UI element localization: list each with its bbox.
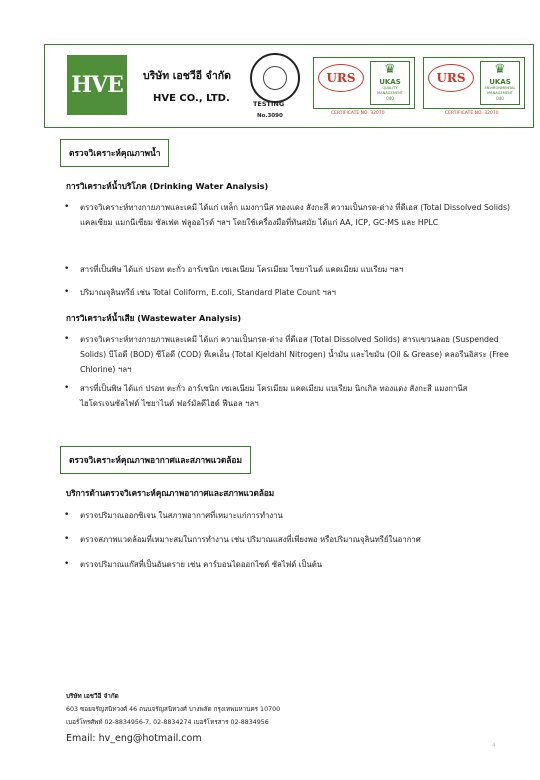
list-item: • ตรวจวิเคราะห์ทางกายภาพและเคมี ได้แก่ ความเป็นกรด-ด่าง ที่ดีเอส (Total Dissolved Solids) สารแขวนลอย (Suspended Solids) บีโอดี (BOD) ซีโอดี (COD) ทีเคเอ็น (Total Kjeldahl Nitrogen) น้ำมัน และไขมัน (Oil & Grease) คลอรีนอิสระ (Free Chlorine) ฯลฯ bbox=[64, 334, 509, 374]
certificate-number: CERTIFICATE NO. 32070 bbox=[445, 111, 499, 116]
ukas-label: UKAS bbox=[379, 78, 401, 86]
bullet-icon: • bbox=[64, 383, 70, 393]
certification-environmental bbox=[423, 57, 525, 109]
seal-emblem-icon bbox=[263, 66, 287, 90]
bullet-icon: • bbox=[64, 534, 70, 544]
footer-phone: เบอร์โทรศัพท์ 02-8834956-7, 02-8834274 เบอร์โทรสาร 02-8834956 bbox=[66, 719, 269, 726]
bullet-icon: • bbox=[64, 264, 70, 274]
certificate-number: CERTIFICATE NO. 32070 bbox=[331, 111, 385, 116]
testing-label: TESTING bbox=[253, 100, 285, 108]
testing-number: No.3090 bbox=[257, 113, 283, 119]
list-item: • ตรวจสภาพแวดล้อมที่เหมาะสมในการทำงาน เช่น ปริมาณแสงที่เพียงพอ หรือปริมาณจุลินทรีย์ในอากาศ bbox=[64, 532, 514, 547]
bullet-icon: • bbox=[64, 559, 70, 569]
ukas-number: 040 bbox=[496, 96, 504, 101]
ukas-label: UKAS bbox=[489, 78, 511, 86]
company-logo bbox=[67, 55, 127, 115]
bullet-icon: • bbox=[64, 510, 70, 520]
subsection-title-drinking-water: การวิเคราะห์น้ำบริโภค (Drinking Water Analysis) bbox=[66, 181, 269, 191]
ukas-badge bbox=[370, 61, 410, 105]
footer-company-name: บริษัท เอชวีอี จำกัด bbox=[66, 693, 119, 700]
bullet-icon: • bbox=[64, 202, 70, 212]
logo-text: HVE bbox=[71, 72, 123, 98]
ukas-number: 040 bbox=[386, 96, 394, 101]
urs-mark-icon: URS bbox=[318, 64, 364, 92]
company-name-english: HVE CO., LTD. bbox=[153, 93, 230, 104]
company-name-thai: บริษัท เอชวีอี จำกัด bbox=[143, 70, 231, 82]
section-title-water-analysis: ตรวจวิเคราะห์คุณภาพน้ำ bbox=[60, 139, 169, 167]
crown-icon: ♛ bbox=[494, 62, 506, 77]
ukas-badge bbox=[480, 61, 520, 105]
section-title-air-analysis: ตรวจวิเคราะห์คุณภาพอากาศและสภาพแวดล้อม bbox=[60, 446, 251, 474]
footer-email: Email: hv_eng@hotmail.com bbox=[66, 733, 202, 744]
page-number: 4 bbox=[492, 743, 496, 749]
certification-quality bbox=[313, 57, 415, 109]
letterhead bbox=[44, 44, 534, 128]
footer-address: 603 ซอยจรัญสนิทวงศ์ 46 ถนนจรัญสนิทวงศ์ บางพลัด กรุงเทพมหานคร 10700 bbox=[66, 706, 281, 713]
list-item: • สารที่เป็นพิษ ได้แก่ ปรอท ตะกั่ว อาร์เซนิก เซเลเนียม โครเมียม แคดเมียม แบเรียม นิกเกิล ทองแดง สังกะสี แมงกานีส ไฮโดรเจนซัลไฟด์ ไซยาไนด์ ฟอร์มัลดีไฮด์ ฟีนอล ฯลฯ bbox=[64, 383, 468, 408]
footer-contact bbox=[66, 690, 280, 747]
bullet-icon: • bbox=[64, 334, 70, 344]
subsection-title-wastewater: การวิเคราะห์น้ำเสีย (Wastewater Analysis) bbox=[66, 313, 242, 323]
list-item: • ตรวจปริมาณออกซิเจน ในสภาพอากาศที่เหมาะแก่การทำงาน bbox=[64, 508, 514, 523]
ukas-scope: ENVIRONMENTAL MANAGEMENT bbox=[484, 86, 516, 95]
subsection-title-air-services: บริการด้านตรวจวิเคราะห์คุณภาพอากาศและสภาพแวดล้อม bbox=[66, 488, 275, 498]
ukas-scope: QUALITY MANAGEMENT bbox=[377, 86, 403, 95]
list-item: • ปริมาณจุลินทรีย์ เช่น Total Coliform, E.coli, Standard Plate Count ฯลฯ bbox=[64, 285, 514, 300]
list-item: • ตรวจปริมาณแก๊สที่เป็นอันตราย เช่น คาร์บอนไดออกไซด์ ซัลไฟด์ เป็นต้น bbox=[64, 557, 514, 572]
bullet-icon: • bbox=[64, 287, 70, 297]
crown-icon: ♛ bbox=[384, 62, 396, 77]
urs-mark-icon: URS bbox=[428, 64, 474, 92]
accreditation-seal-icon bbox=[250, 53, 300, 103]
list-item: • สารที่เป็นพิษ ได้แก่ ปรอท ตะกั่ว อาร์เซนิก เซเลเนียม โครเมียม ไซยาไนด์ แคดเมียม แบเรียม ฯลฯ bbox=[64, 262, 514, 277]
list-item: • ตรวจวิเคราะห์ทางกายภาพและเคมี ได้แก่ เหล็ก แมงกานีส ทองแดง สังกะสี ความเป็นกรด-ด่าง ที่ดีเอส (Total Dissolved Solids) แคลเซียม แมกนีเซียม ซัลเฟต ฟลูออไรด์ ฯลฯ โดยใช้เครื่องมือที่ทันสมัย ได้แก่ AA, ICP, GC-MS และ HPLC bbox=[64, 202, 511, 227]
